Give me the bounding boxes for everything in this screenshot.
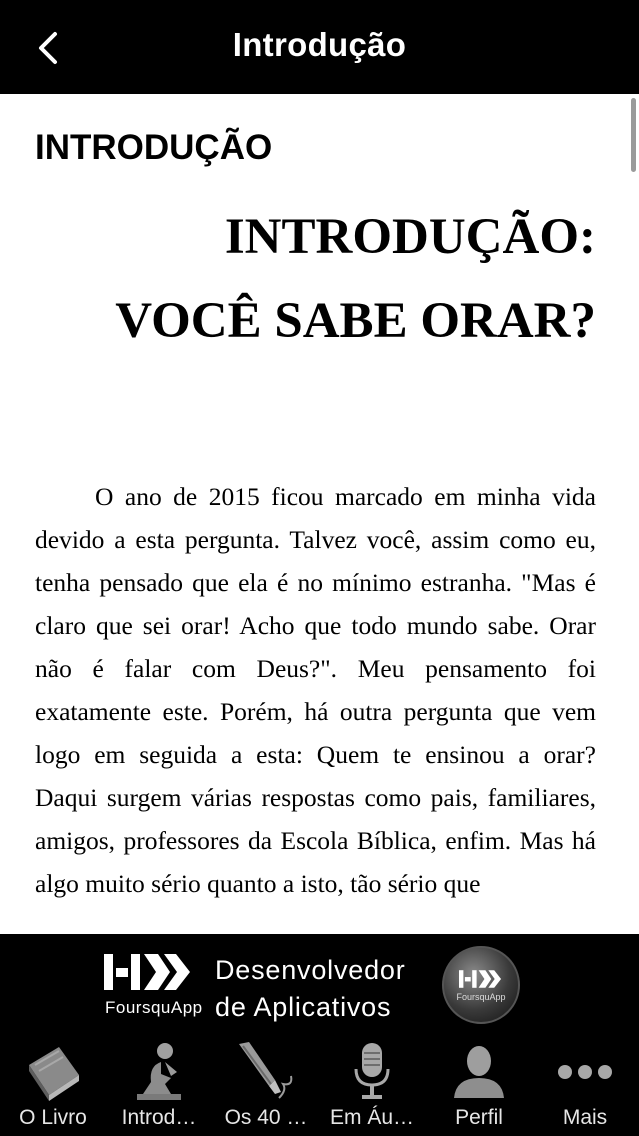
chapter-title-line-1: INTRODUÇÃO: xyxy=(224,209,596,265)
tab-label: Mais xyxy=(562,1106,608,1129)
microphone-icon xyxy=(352,1041,392,1103)
body-paragraph: O ano de 2015 ficou marcado em minha vida devido a esta pergunta. Talvez você, assim como eu, tenha pensado que ela é no mínimo estranha. "Mas é claro que sei orar! Acho que todo mundo sabe. Orar não é falar com Deus?". Meu pensamento foi exatamente este. Porém, há outra pergunta que vem logo em seguida a esta: Quem te ensinou a orar? Daqui surgem várias respostas como pais, familiares, amigos, professores da Escola Bíblica, enfim. Mas há algo muito sério quanto a isto, tão sério que xyxy=(35,482,596,898)
tab-label: O Livro xyxy=(19,1106,87,1129)
praying-person-icon xyxy=(131,1042,187,1102)
tab-bar xyxy=(0,1034,639,1136)
book-icon xyxy=(23,1041,83,1103)
banner-app-badge[interactable] xyxy=(442,946,520,1024)
banner-text-line-2: de Aplicativos xyxy=(215,992,392,1022)
scrollbar-thumb[interactable] xyxy=(631,98,636,172)
banner-text xyxy=(215,952,406,1026)
tab-o-livro[interactable] xyxy=(0,1034,106,1136)
person-icon xyxy=(452,1044,506,1100)
chapter-title xyxy=(36,194,596,354)
reading-content[interactable] xyxy=(0,94,639,934)
banner-text-line-1: Desenvolvedor xyxy=(215,955,406,985)
tab-mais[interactable] xyxy=(532,1034,638,1136)
tab-os-40[interactable] xyxy=(213,1034,319,1136)
banner-badge-label: FoursquApp xyxy=(456,992,506,1002)
more-dots-icon xyxy=(557,1064,613,1080)
tab-introducao[interactable] xyxy=(106,1034,212,1136)
tab-label: Introd… xyxy=(121,1106,197,1129)
foursquapp-badge-icon xyxy=(459,968,503,990)
tab-label: Em Áu… xyxy=(329,1106,415,1129)
tab-perfil[interactable] xyxy=(426,1034,532,1136)
foursquapp-logo-icon xyxy=(104,952,194,992)
tab-label: Os 40 … xyxy=(224,1106,308,1129)
tab-label: Perfil xyxy=(455,1106,503,1129)
banner-logo-name: FoursquApp xyxy=(105,998,203,1017)
section-heading: INTRODUÇÃO xyxy=(35,128,273,167)
tab-em-audio[interactable] xyxy=(319,1034,425,1136)
pen-nib-icon xyxy=(235,1040,297,1104)
page-title: Introdução xyxy=(232,26,407,63)
navigation-bar xyxy=(0,0,639,94)
chapter-title-line-2: VOCÊ SABE ORAR? xyxy=(115,293,596,349)
